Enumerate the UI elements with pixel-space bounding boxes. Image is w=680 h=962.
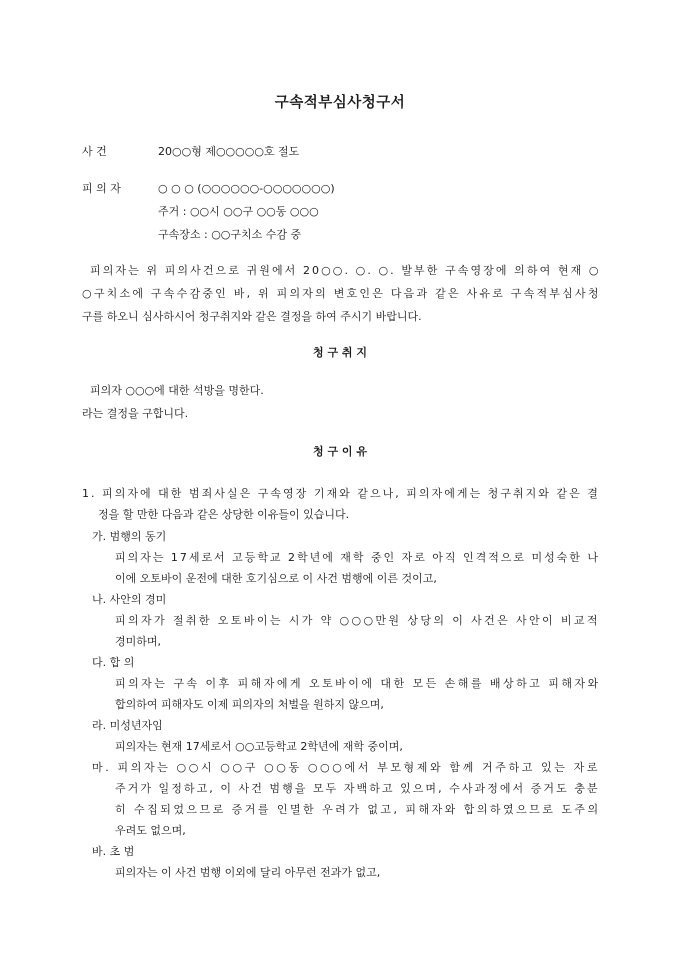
item-line: 우려도 없으며, xyxy=(115,824,186,837)
reason-line: 정을 할 만한 다음과 같은 상당한 이유들이 있습니다. xyxy=(98,508,350,521)
item-line: 피의자는 17세로서 고등학교 2학년에 재학 중인 자로 아직 인격적으로 미성숙한 나 xyxy=(115,551,600,564)
item-label: 바. 초 범 xyxy=(92,845,135,858)
intro-line: 구를 하오니 심사하시어 청구취지와 같은 결정을 하여 주시기 바랍니다. xyxy=(82,310,422,323)
case-label: 사 건 xyxy=(82,145,107,158)
item-line: 피의자는 현재 17세로서 ○○고등학교 2학년에 재학 중이며, xyxy=(115,740,403,753)
item-line: 피의자는 이 사건 범행 이외에 달리 아무런 전과가 없고, xyxy=(115,866,381,879)
item-line: 주거가 일정하고, 이 사건 범행을 모두 자백하고 있으며, 수사과정에서 증거도 충분 xyxy=(115,782,600,795)
intro-line: ○구치소에 구속수감중인 바, 위 피의자의 변호인은 다음과 같은 사유로 구속적부심사청 xyxy=(82,287,601,300)
item-line: 경미하며, xyxy=(115,635,162,648)
reason-line: 1. 피의자에 대한 범죄사실은 구속영장 기재와 같으나, 피의자에게는 청구취지와 같은 결 xyxy=(82,487,600,500)
item-label: 라. 미성년자임 xyxy=(92,719,163,732)
item-line: 피의자는 구속 이후 피해자에게 오토바이에 대한 모든 손해를 배상하고 피해자와 xyxy=(115,677,601,690)
purpose-heading: 청 구 취 지 xyxy=(313,346,367,359)
suspect-detention: 구속장소 : ○○구치소 수감 중 xyxy=(158,228,302,241)
item-line: 히 수집되었으므로 증거를 인멸한 우려가 없고, 피해자와 합의하였으므로 도주의 xyxy=(115,803,601,816)
item-label: 가. 범행의 동기 xyxy=(92,530,167,543)
reason-heading: 청 구 이 유 xyxy=(313,445,367,458)
item-line: 이에 오토바이 운전에 대한 호기심으로 이 사건 범행에 이른 것이고, xyxy=(115,572,437,585)
item-label: 다. 합 의 xyxy=(92,656,135,669)
purpose-line: 피의자 ○○○에 대한 석방을 명한다. xyxy=(90,384,264,397)
purpose-line: 라는 결정을 구합니다. xyxy=(82,407,189,420)
document-title: 구속적부심사청구서 xyxy=(274,95,406,111)
item-line: 피의자가 절취한 오토바이는 시가 약 ○○○만원 상당의 이 사건은 사안이 비교적 xyxy=(115,614,600,627)
suspect-name: ○ ○ ○ (○○○○○○-○○○○○○○) xyxy=(158,182,335,195)
suspect-address: 주거 : ○○시 ○○구 ○○동 ○○○ xyxy=(158,205,319,218)
item-label: 나. 사안의 경미 xyxy=(92,593,167,606)
suspect-label: 피 의 자 xyxy=(82,182,121,195)
item-line: 합의하여 피해자도 이제 피의자의 처벌을 원하지 않으며, xyxy=(115,698,384,711)
item-label: 마. 피의자는 ○○시 ○○구 ○○동 ○○○에서 부모형제와 함께 거주하고 있는 자로 xyxy=(92,761,601,774)
intro-line: 피의자는 위 피의사건으로 귀원에서 20○○. ○. ○. 발부한 구속영장에 의하여 현재 ○ xyxy=(90,264,601,277)
case-value: 20○○형 제○○○○○호 절도 xyxy=(158,145,300,158)
